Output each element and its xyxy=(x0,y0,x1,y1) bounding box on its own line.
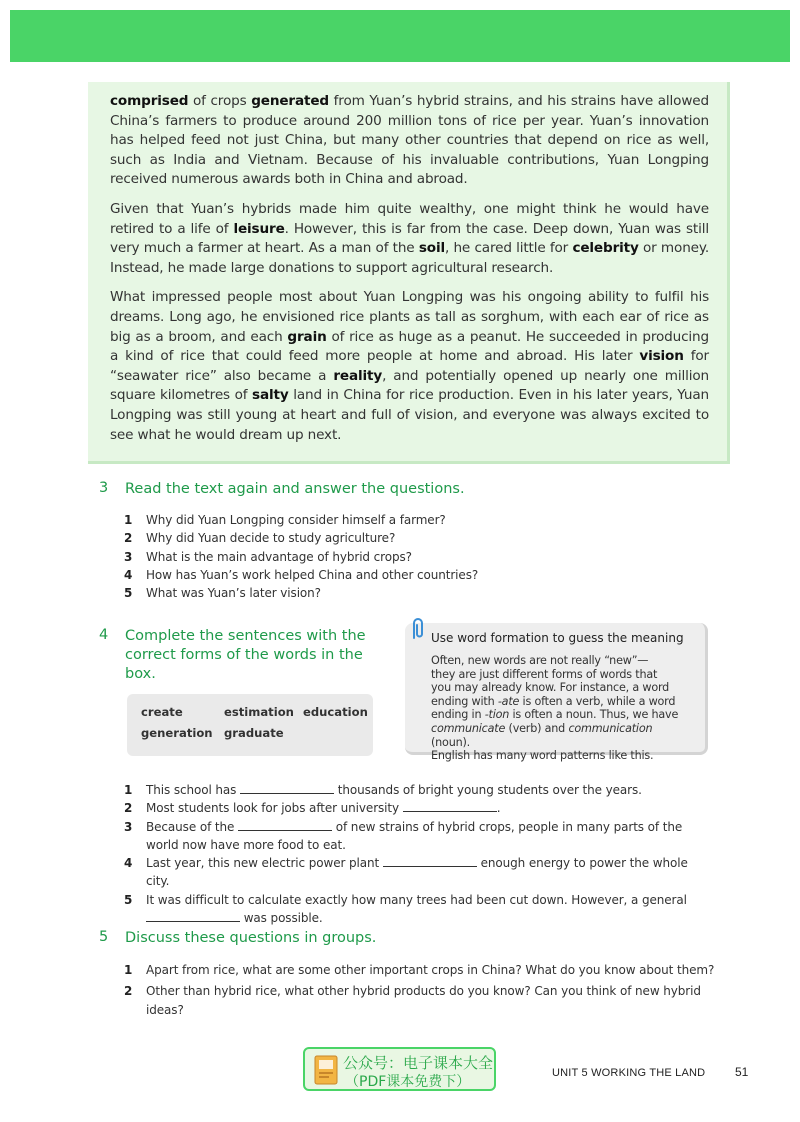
paragraph-2: Given that Yuan’s hybrids made him quite wealthy, one might think he would have retired to a life of leisure. However, this is far from the case. Deep down, Yuan was still very much a farmer at heart. As a man of the soil, he cared little for celebrity or money. Instead, he made large donations to support agricultural research. xyxy=(110,200,709,276)
tip-title: Use word formation to guess the meaning xyxy=(431,631,684,645)
answer-blank[interactable] xyxy=(383,857,477,867)
section-5-number: 5 xyxy=(99,929,109,945)
paperclip-icon xyxy=(407,616,429,642)
unit-label: UNIT 5 WORKING THE LAND xyxy=(552,1067,706,1079)
word-education: education xyxy=(303,705,368,719)
badge-line-2: （PDF课本免费下） xyxy=(345,1074,471,1090)
section-3-questions xyxy=(124,511,684,602)
list-item: 3 Because of the of new strains of hybrid crops, people in many parts of the world now have more food to eat. xyxy=(124,819,683,852)
section-4-number: 4 xyxy=(99,627,109,643)
tip-box xyxy=(405,623,708,763)
section-4-title: Complete the sentences with the correct forms of the words in the box. xyxy=(125,628,366,682)
word-estimation: estimation xyxy=(224,705,294,719)
answer-blank[interactable] xyxy=(403,802,497,812)
top-header-bar xyxy=(10,10,790,62)
list-item: 4 How has Yuan’s work helped China and other countries? xyxy=(124,567,479,582)
list-item: 2 Why did Yuan decide to study agriculture? xyxy=(124,531,396,546)
list-item: 5 What was Yuan’s later vision? xyxy=(124,586,321,601)
section-5-title: Discuss these questions in groups. xyxy=(125,930,377,946)
list-item: 2 Other than hybrid rice, what other hybrid products do you know? Can you think of new hybrid ideas? xyxy=(124,984,701,1017)
publisher-badge xyxy=(303,1047,496,1091)
page-number: 51 xyxy=(735,1065,749,1079)
list-item: 1 This school has thousands of bright young students over the years. xyxy=(124,783,642,797)
list-item: 3 What is the main advantage of hybrid crops? xyxy=(124,549,412,564)
word-graduate: graduate xyxy=(224,726,284,740)
list-item: 5 It was difficult to calculate exactly how many trees had been cut down. However, a general was possible. xyxy=(124,892,687,926)
word-create: create xyxy=(141,705,183,719)
section-3-number: 3 xyxy=(99,480,109,496)
book-icon xyxy=(313,1054,339,1086)
word-generation: generation xyxy=(141,726,213,740)
answer-blank[interactable] xyxy=(146,912,240,922)
paragraph-1: comprised of crops generated from Yuan’s hybrid strains, and his strains have allowed China’s farmers to produce around 200 million tons of rice per year. Yuan’s innovation has helped feed not just China, but many other countries that depend on rice as well, such as India and Vietnam. Because of his invaluable contributions, Yuan Longping received numerous awards both in China and abroad. xyxy=(110,93,709,188)
reading-passage xyxy=(88,82,730,464)
answer-blank[interactable] xyxy=(238,821,332,831)
section-5-questions xyxy=(124,961,724,1019)
tip-text: Often, new words are not really “new”— they are just different forms of words that you may already know. For instance, a word ending with -ate is often a verb, while a word ending in -tion is often a noun. Thus, we have communicate (verb) and communication (noun). English has many word patterns like this. xyxy=(431,654,679,763)
badge-line-1: 公众号：电子课本大全 xyxy=(343,1054,494,1072)
paragraph-3: What impressed people most about Yuan Longping was his ongoing ability to fulfil his dreams. Long ago, he envisioned rice plants as tall as sorghum, with each ear of rice as big as a broom, and each grain of rice as huge as a peanut. He succeeded in producing a kind of rice that could feed more people at home and abroad. His later vision for “seawater rice” also became a reality, and potentially opened up nearly one million square kilometres of salty land in China for rice production. Even in his later years, Yuan Longping was still young at heart and full of vision, and everyone was always excited to see what he would dream up next. xyxy=(110,289,709,443)
section-4-sentences xyxy=(124,781,714,927)
list-item: 2 Most students look for jobs after university . xyxy=(124,801,501,816)
word-box xyxy=(127,694,373,756)
list-item: 1 Apart from rice, what are some other important crops in China? What do you know about them? xyxy=(124,963,715,977)
list-item: 4 Last year, this new electric power plant enough energy to power the whole city. xyxy=(124,856,688,889)
section-3-title: Read the text again and answer the questions. xyxy=(125,481,465,497)
list-item: 1 Why did Yuan Longping consider himself a farmer? xyxy=(124,513,446,527)
answer-blank[interactable] xyxy=(240,784,334,794)
